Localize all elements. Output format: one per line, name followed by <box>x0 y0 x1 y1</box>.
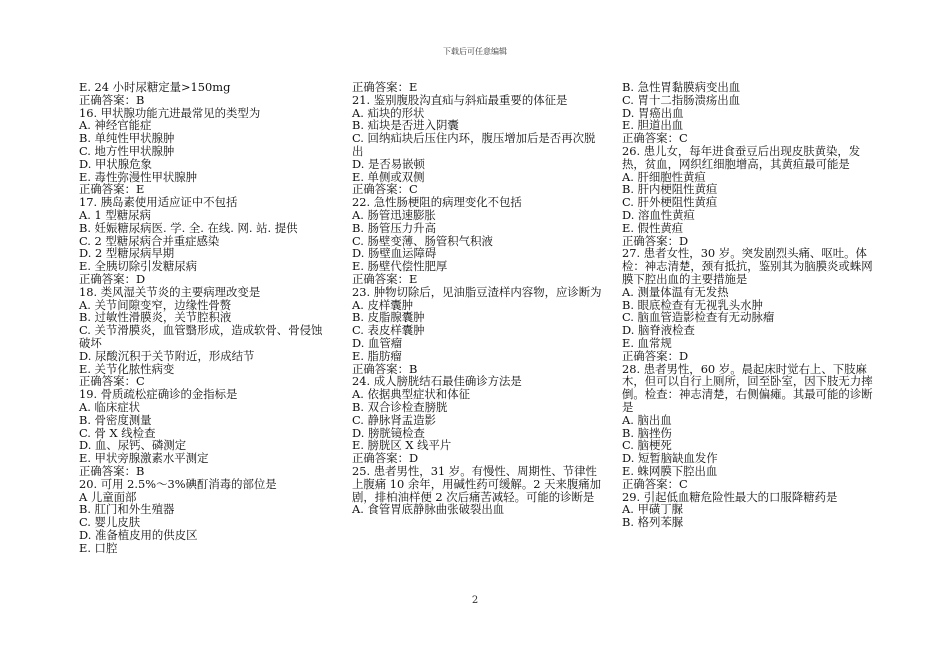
text-line: 正确答案：D <box>352 451 419 466</box>
text-line: A. 依据典型症状和体征 <box>352 387 470 402</box>
text-line: 27. 患者女性，30 岁。突发剧烈头痛、呕吐。体检：神志清楚，颈有抵抗，鉴别其为脑膜炎或蛛网膜下腔出血的主要措施是 <box>622 246 873 286</box>
text-line: 正确答案：B <box>352 361 418 376</box>
text-line: D. 甲状腺危象 <box>79 156 152 171</box>
text-line: B. 肝内梗阻性黄疸 <box>622 182 718 197</box>
text-line: D. 胃癌出血 <box>622 105 684 120</box>
text-line: 23. 肿物切除后，见油脂豆渣样内容物，应诊断为 <box>352 284 602 299</box>
text-line: E. 蛛网膜下腔出血 <box>622 463 718 478</box>
text-line: C. 胃十二指肠溃疡出血 <box>622 92 741 107</box>
text-line: 正确答案：C <box>622 131 688 146</box>
text-line: B. 骨密度测量 <box>79 412 152 427</box>
text-line: 正确答案：E <box>79 182 145 197</box>
text-line: C. 肠壁变薄、肠管积气积液 <box>352 233 493 248</box>
column-left <box>79 81 329 554</box>
text-line: 29. 引起低血糖危险性最大的口服降糖药是 <box>622 489 838 504</box>
text-line: 正确答案：B <box>79 92 145 107</box>
text-line: C. 婴儿皮肤 <box>79 515 141 530</box>
text-line: B. 急性胃黏膜病变出血 <box>622 80 741 94</box>
text-line: D. 肠壁血运障碍 <box>352 246 437 261</box>
text-line: E. 毒性弥漫性甲状腺肿 <box>79 169 198 184</box>
text-line: B. 皮脂腺囊肿 <box>352 310 425 325</box>
text-line: C. 脑血管造影检查有无动脉瘤 <box>622 310 775 325</box>
text-line: E. 关节化脓性病变 <box>79 361 175 376</box>
text-line: C. 静脉肾盂造影 <box>352 412 436 427</box>
text-line: 正确答案：C <box>352 182 418 197</box>
text-line: D. 膀胱镜检查 <box>352 425 425 440</box>
text-line: D. 溶血性黄疸 <box>622 207 695 222</box>
text-line: 16. 甲状腺功能亢进最常见的类型为 <box>79 105 261 120</box>
text-line: A. 临床症状 <box>79 399 141 414</box>
text-line: E. 24 小时尿糖定量>150mg <box>79 80 231 94</box>
text-line: B. 疝块是否进入阴囊 <box>352 118 459 133</box>
text-line: 正确答案：C <box>622 476 688 491</box>
text-line: E. 脂肪瘤 <box>352 348 402 363</box>
text-line: 正确答案：B <box>79 463 145 478</box>
text-line: 28. 患者男性，60 岁。晨起床时觉右上、下肢麻木，但可以自行上厕所，回至卧室，因下肢无力摔倒。检查：神志清楚，右侧偏瘫。其最可能的诊断是 <box>622 361 873 414</box>
column-right <box>622 81 875 529</box>
text-line: C. 地方性甲状腺肿 <box>79 143 175 158</box>
text-line: B. 格列苯脲 <box>622 515 684 530</box>
text-line: B. 妊娠糖尿病医. 学. 全. 在线. 网. 站. 提供 <box>79 220 298 235</box>
text-line: E. 甲状旁腺激素水平测定 <box>79 451 209 466</box>
text-line: D. 准备植皮用的供皮区 <box>79 527 198 542</box>
text-line: 24. 成人膀胱结石最佳确诊方法是 <box>352 374 522 389</box>
text-line: E. 全胰切除引发糖尿病 <box>79 259 198 274</box>
text-line: D. 是否易嵌顿 <box>352 156 425 171</box>
column-middle <box>352 81 604 516</box>
page-header: 下载后可任意编辑 <box>443 47 507 56</box>
text-line: 正确答案：E <box>352 271 418 286</box>
text-line: E. 口腔 <box>79 540 118 555</box>
text-line: D. 短暂脑缺血发作 <box>622 451 718 466</box>
text-line: A. 食管胃底静脉曲张破裂出血 <box>352 502 505 517</box>
text-line: B. 双合诊检查膀胱 <box>352 399 448 414</box>
text-line: D. 2 型糖尿病早期 <box>79 246 175 261</box>
text-line: 20. 可用 2.5%～3%碘酊消毒的部位是 <box>79 476 277 491</box>
text-line: 正确答案：D <box>622 233 689 248</box>
text-line: C. 肝外梗阻性黄疸 <box>622 195 718 210</box>
text-line: C. 回纳疝块后压住内环，腹压增加后是否再次脱出 <box>352 131 596 158</box>
text-line: B. 肠管压力升高 <box>352 220 436 235</box>
text-line: 25. 患者男性，31 岁。有慢性、周期性、节律性上腹痛 10 余年，用碱性药可缓解。2 天来腹痛加剧，排柏油样便 2 次后痛苦减轻。可能的诊断是 <box>352 463 602 504</box>
text-line: D. 血管瘤 <box>352 335 403 350</box>
text-line: C. 骨 X 线检查 <box>79 425 156 440</box>
text-line: B. 眼底检查有无视乳头水肿 <box>622 297 763 312</box>
text-line: 19. 骨质疏松症确诊的金指标是 <box>79 387 238 402</box>
text-line: A. 关节间隙变窄，边缘性骨赘 <box>79 297 232 312</box>
text-line: E. 单侧或双侧 <box>352 169 425 184</box>
text-line: 正确答案：E <box>352 80 418 94</box>
text-line: A. 肝细胞性黄疸 <box>622 169 706 184</box>
text-line: C. 关节滑膜炎，血管翳形成，造成软骨、骨侵蚀破坏 <box>79 323 323 350</box>
text-line: E. 膀胱区 X 线平片 <box>352 438 452 453</box>
text-line: D. 脑脊液检查 <box>622 323 695 338</box>
text-line: C. 表皮样囊肿 <box>352 323 425 338</box>
text-line: E. 血常规 <box>622 335 672 350</box>
text-line: 正确答案：C <box>79 374 145 389</box>
text-line: E. 假性黄疸 <box>622 220 684 235</box>
text-line: A. 皮样囊肿 <box>352 297 414 312</box>
text-line: 17. 胰岛素使用适应证中不包括 <box>79 195 238 210</box>
text-line: A. 神经官能症 <box>79 118 152 133</box>
text-line: 18. 类风湿关节炎的主要病理改变是 <box>79 284 261 299</box>
text-line: A. 肠管迅速膨胀 <box>352 207 436 222</box>
text-line: A. 测量体温有无发热 <box>622 284 729 299</box>
text-line: B. 肛门和外生殖器 <box>79 502 175 517</box>
text-line: B. 过敏性滑膜炎，关节腔积液 <box>79 310 232 325</box>
text-line: C. 脑梗死 <box>622 438 672 453</box>
text-line: A. 脑出血 <box>622 412 672 427</box>
text-line: D. 尿酸沉积于关节附近，形成结节 <box>79 348 255 363</box>
text-line: D. 血、尿钙、磷测定 <box>79 438 187 453</box>
text-line: A. 1 型糖尿病 <box>79 207 151 222</box>
text-line: E. 肠壁代偿性肥厚 <box>352 259 448 274</box>
text-line: 21. 鉴别腹股沟直疝与斜疝最重要的体征是 <box>352 92 568 107</box>
text-line: A 儿童面部 <box>79 489 137 504</box>
text-line: 正确答案：D <box>622 348 689 363</box>
text-line: 26. 患儿女，每年进食蚕豆后出现皮肤黄染，发热，贫血，网织红细胞增高，其黄疸最可能是 <box>622 143 861 171</box>
page-number: 2 <box>471 595 479 606</box>
text-line: 22. 急性肠梗阻的病理变化不包括 <box>352 195 522 210</box>
text-line: E. 胆道出血 <box>622 118 684 133</box>
text-line: B. 单纯性甲状腺肿 <box>79 131 175 146</box>
text-line: B. 脑挫伤 <box>622 425 672 440</box>
text-line: 正确答案：D <box>79 271 146 286</box>
text-line: A. 疝块的形状 <box>352 105 425 120</box>
text-line: A. 甲磺丁脲 <box>622 502 684 517</box>
text-line: C. 2 型糖尿病合并重症感染 <box>79 233 220 248</box>
